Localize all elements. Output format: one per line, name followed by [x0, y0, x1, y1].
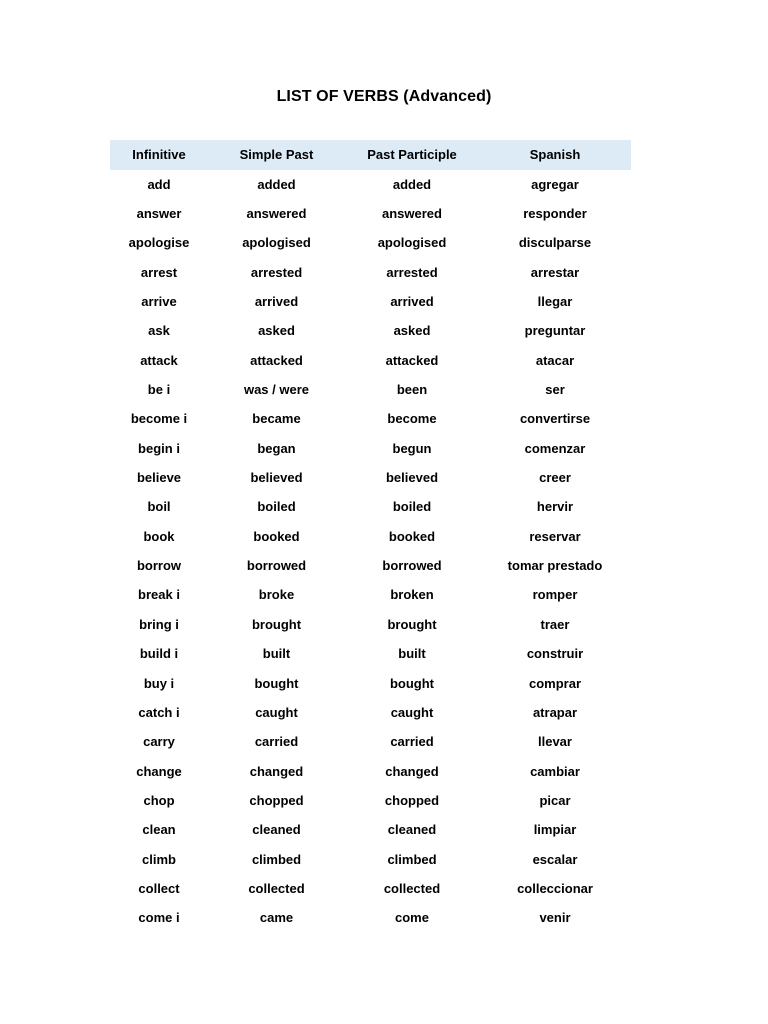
past-participle-cell: brought [387, 616, 437, 632]
table-row [110, 346, 631, 375]
page-title: LIST OF VERBS (Advanced) [276, 88, 492, 105]
simple-past-cell: believed [250, 470, 303, 486]
infinitive-cell: add [147, 176, 171, 192]
spanish-cell: disculparse [518, 235, 592, 251]
infinitive-cell: climb [142, 851, 176, 867]
spanish-cell: tomar prestado [507, 558, 603, 574]
table-row [110, 874, 631, 903]
table-row [110, 199, 631, 228]
past-participle-cell: boiled [392, 499, 432, 515]
infinitive-cell: attack [140, 352, 178, 368]
spanish-cell: construir [526, 646, 584, 662]
simple-past-cell: carried [254, 734, 299, 750]
header-simple-past: Simple Past [239, 147, 314, 162]
past-participle-cell: collected [383, 880, 441, 896]
spanish-cell: preguntar [524, 323, 586, 339]
infinitive-cell: believe [136, 470, 182, 486]
header-spanish: Spanish [529, 147, 581, 162]
past-participle-cell: been [396, 382, 428, 398]
table-row [110, 698, 631, 727]
table-header-row [110, 140, 631, 170]
spanish-cell: cambiar [530, 763, 580, 779]
simple-past-cell: arrested [250, 264, 303, 280]
infinitive-cell: clean [142, 822, 176, 838]
infinitive-cell: answer [136, 206, 182, 222]
infinitive-cell: catch i [138, 704, 180, 720]
past-participle-cell: apologised [377, 235, 447, 251]
past-participle-cell: believed [385, 470, 439, 486]
table-row [110, 287, 631, 316]
table-row [110, 669, 631, 698]
past-participle-cell: arrested [386, 264, 438, 280]
table-row [110, 904, 631, 933]
past-participle-cell: chopped [384, 792, 440, 808]
table-row [110, 229, 631, 258]
infinitive-cell: change [136, 763, 182, 779]
header-infinitive: Infinitive [132, 147, 186, 162]
spanish-cell: hervir [536, 499, 574, 515]
spanish-cell: colleccionar [517, 880, 593, 896]
table-row [110, 786, 631, 815]
past-participle-cell: borrowed [382, 558, 442, 574]
header-past-participle: Past Participle [367, 147, 457, 162]
spanish-cell: traer [540, 616, 570, 632]
infinitive-cell: become i [130, 411, 188, 427]
past-participle-cell: climbed [387, 851, 437, 867]
simple-past-cell: climbed [251, 851, 302, 867]
simple-past-cell: chopped [249, 792, 304, 808]
spanish-cell: picar [539, 792, 571, 808]
infinitive-cell: book [143, 528, 175, 544]
table-row [110, 640, 631, 669]
table-row [110, 728, 631, 757]
infinitive-cell: arrive [141, 294, 177, 310]
simple-past-cell: caught [255, 704, 298, 720]
simple-past-cell: borrowed [246, 558, 307, 574]
simple-past-cell: booked [253, 528, 300, 544]
simple-past-cell: brought [251, 616, 302, 632]
simple-past-cell: cleaned [252, 822, 301, 838]
spanish-cell: atacar [535, 352, 575, 368]
spanish-cell: comprar [528, 675, 582, 691]
table-row [110, 757, 631, 786]
infinitive-cell: carry [143, 734, 175, 750]
infinitive-cell: apologise [128, 235, 190, 251]
infinitive-cell: arrest [140, 264, 178, 280]
past-participle-cell: come [395, 910, 429, 926]
simple-past-cell: became [252, 411, 301, 427]
spanish-cell: ser [545, 382, 565, 398]
spanish-cell: llegar [537, 294, 573, 310]
infinitive-cell: ask [148, 323, 170, 339]
infinitive-cell: collect [138, 880, 180, 896]
infinitive-cell: break i [138, 587, 180, 603]
table-row [110, 581, 631, 610]
simple-past-cell: arrived [254, 294, 299, 310]
past-participle-cell: begun [392, 440, 432, 456]
table-row [110, 522, 631, 551]
past-participle-cell: answered [382, 206, 442, 222]
infinitive-cell: come i [138, 910, 180, 926]
past-participle-cell: asked [393, 323, 431, 339]
table-row [110, 493, 631, 522]
past-participle-cell: become [387, 411, 437, 427]
table-row [110, 434, 631, 463]
simple-past-cell: began [257, 440, 296, 456]
table-row [110, 551, 631, 580]
past-participle-cell: attacked [385, 352, 439, 368]
table-row [110, 463, 631, 492]
verbs-table [110, 140, 631, 933]
simple-past-cell: collected [248, 880, 305, 896]
past-participle-cell: added [392, 176, 432, 192]
past-participle-cell: carried [390, 734, 434, 750]
simple-past-cell: apologised [242, 235, 311, 251]
table-row [110, 258, 631, 287]
past-participle-cell: booked [388, 528, 436, 544]
simple-past-cell: attacked [250, 352, 303, 368]
table-row [110, 816, 631, 845]
infinitive-cell: bring i [139, 616, 179, 632]
simple-past-cell: boiled [257, 499, 296, 515]
simple-past-cell: broke [258, 587, 295, 603]
spanish-cell: responder [523, 206, 587, 222]
past-participle-cell: broken [390, 587, 434, 603]
infinitive-cell: chop [143, 792, 175, 808]
spanish-cell: venir [539, 910, 571, 926]
simple-past-cell: bought [254, 675, 299, 691]
infinitive-cell: build i [139, 646, 179, 662]
table-row [110, 317, 631, 346]
table-row [110, 610, 631, 639]
spanish-cell: escalar [532, 851, 578, 867]
infinitive-cell: buy i [143, 675, 175, 691]
simple-past-cell: answered [246, 206, 307, 222]
table-row [110, 405, 631, 434]
past-participle-cell: cleaned [387, 822, 437, 838]
table-row [110, 375, 631, 404]
past-participle-cell: bought [389, 675, 435, 691]
spanish-cell: limpiar [533, 822, 577, 838]
infinitive-cell: borrow [136, 558, 182, 574]
infinitive-cell: boil [147, 499, 171, 515]
simple-past-cell: was / were [243, 382, 310, 398]
spanish-cell: convertirse [519, 411, 591, 427]
past-participle-cell: changed [385, 763, 439, 779]
spanish-cell: llevar [538, 734, 572, 750]
spanish-cell: romper [532, 587, 578, 603]
spanish-cell: comenzar [524, 440, 586, 456]
spanish-cell: arrestar [530, 264, 580, 280]
past-participle-cell: arrived [390, 294, 434, 310]
spanish-cell: atrapar [532, 704, 578, 720]
infinitive-cell: be i [147, 382, 171, 398]
table-body [110, 170, 631, 933]
past-participle-cell: caught [390, 704, 434, 720]
past-participle-cell: built [398, 646, 426, 662]
simple-past-cell: asked [258, 323, 295, 339]
simple-past-cell: built [262, 646, 291, 662]
spanish-cell: agregar [531, 176, 579, 192]
simple-past-cell: changed [249, 763, 304, 779]
table-row [110, 845, 631, 874]
infinitive-cell: begin i [138, 440, 180, 456]
spanish-cell: reservar [529, 528, 581, 544]
table-row [110, 170, 631, 199]
spanish-cell: creer [539, 470, 571, 486]
simple-past-cell: added [257, 176, 296, 192]
simple-past-cell: came [259, 910, 294, 926]
